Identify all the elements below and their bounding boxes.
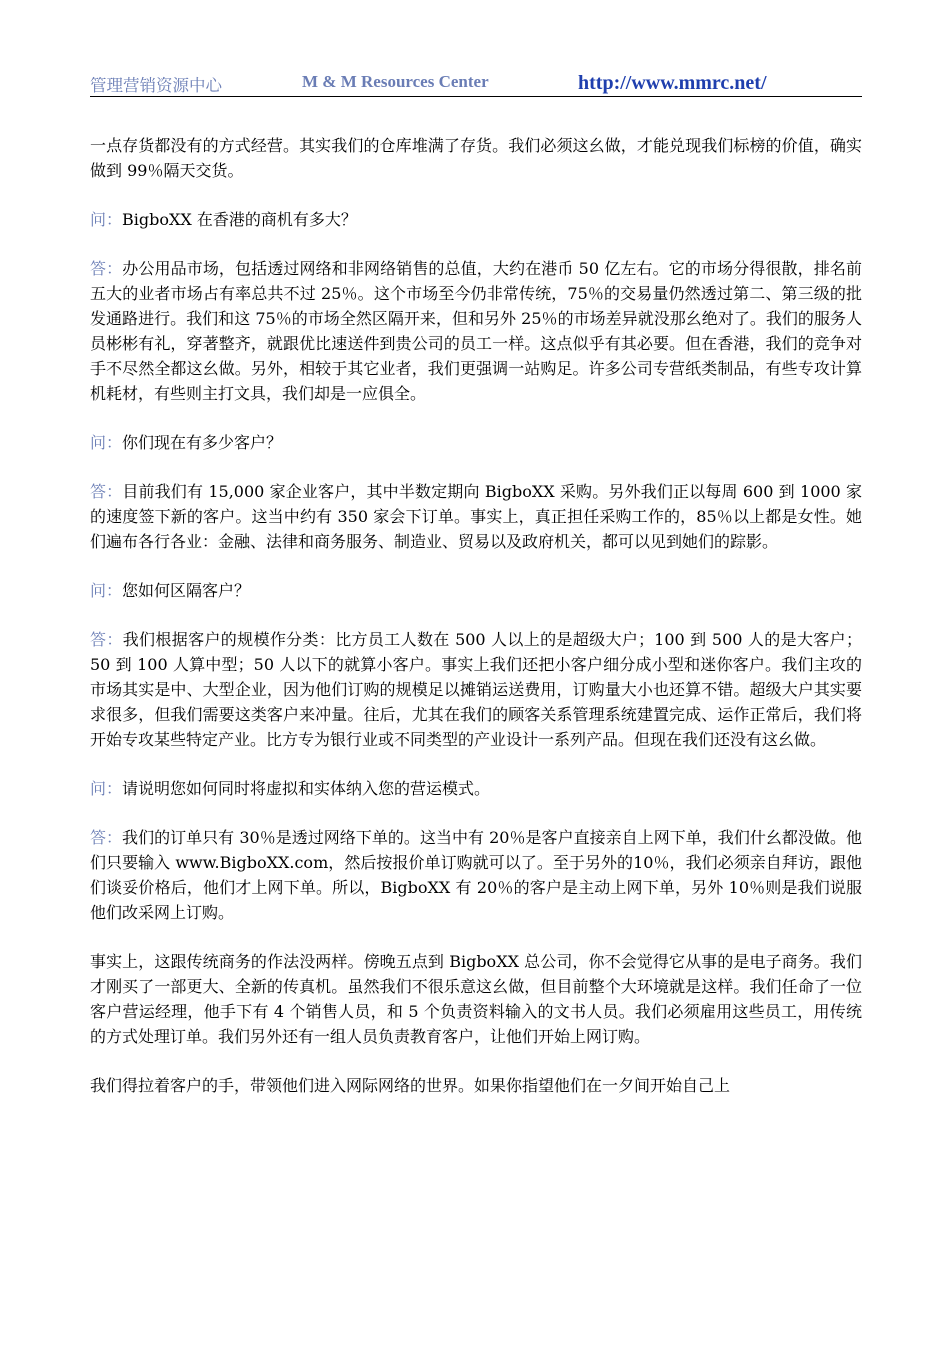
paragraph: 事实上，这跟传统商务的作法没两样。傍晚五点到 BigboXX 总公司，你不会觉得它从事的是电子商务。我们才刚买了一部更大、全新的传真机。虽然我们不很乐意这幺做，但目前整个大环境就是这样。我们任命了一位客户营运经理，他手下有 4 个销售人员，和 5 个负责资料输入的文书人员。我们必须雇用这些员工，用传统的方式处理订单。我们另外还有一组人员负责教育客户，让他们开始上网订购。 (90, 952, 862, 1046)
answer (90, 825, 862, 925)
answer (90, 479, 862, 554)
question (90, 578, 862, 603)
paragraph: 我们得拉着客户的手，带领他们进入网际网络的世界。如果你指望他们在一夕间开始自己上 (90, 1076, 731, 1095)
answer-text: 目前我们有 15,000 家企业客户，其中半数定期向 BigboXX 采购。另外我们正以每周 600 到 1000 家的速度签下新的客户。这当中约有 350 家会下订单。事实上，真正担任采购工作的，85％以上都是女性。她们遍布各行各业：金融、法律和商务服务、制造业、贸易以及政府机关，都可以见到她们的踪影。 (90, 482, 862, 551)
question-text: BigboXX 在香港的商机有多大？ (122, 210, 357, 229)
question-label: 问： (90, 581, 123, 600)
header-url-link[interactable]: http://www.mmrc.net/ (578, 72, 767, 94)
document-body (90, 133, 862, 1122)
header-en-title: M & M Resources Center (302, 72, 489, 91)
answer-label: 答： (90, 630, 123, 649)
answer-text: 我们的订单只有 30％是透过网络下单的。这当中有 20％是客户直接亲自上网下单，我们什幺都没做。他们只要输入 www.BigboXX.com，然后按报价单订购就可以了。至于另外的10％，我们必须亲自拜访，跟他们谈妥价格后，他们才上网下单。所以，BigboXX 有 20％的客户是主动上网下单，另外 10％则是我们说服他们改采网上订购。 (90, 828, 862, 922)
answer (90, 627, 862, 752)
paragraph: 一点存货都没有的方式经营。其实我们的仓库堆满了存货。我们必须这幺做，才能兑现我们标榜的价值，确实做到 99％隔天交货。 (90, 136, 862, 180)
answer-label: 答： (90, 482, 123, 501)
question-text: 请说明您如何同时将虚拟和实体纳入您的营运模式。 (122, 779, 491, 798)
page-header (90, 68, 862, 97)
question-text: 你们现在有多少客户？ (122, 433, 283, 452)
answer-label: 答： (90, 259, 123, 278)
question (90, 776, 862, 801)
answer-text: 办公用品市场，包括透过网络和非网络销售的总值，大约在港币 50 亿左右。它的市场分得很散，排名前五大的业者市场占有率总共不过 25％。这个市场至今仍非常传统，75％的交易量仍然透过第二、第三级的批发通路进行。我们和这 75％的市场全然区隔开来，但和另外 25％的市场差异就没那幺绝对了。我们的服务人员彬彬有礼，穿著整齐，就跟优比速送件到贵公司的员工一样。这点似乎有其必要。但在香港，我们的竞争对手不尽然全都这幺做。另外，相较于其它业者，我们更强调一站购足。许多公司专营纸类制品，有些专攻计算机耗材，有些则主打文具，我们却是一应俱全。 (90, 259, 862, 403)
header-cn-title: 管理营销资源中心 (90, 76, 222, 95)
question (90, 430, 862, 455)
question-label: 问： (90, 779, 123, 798)
question-text: 您如何区隔客户？ (122, 581, 251, 600)
answer-text: 我们根据客户的规模作分类：比方员工人数在 500 人以上的是超级大户；100 到 500 人的是大客户；50 到 100 人算中型；50 人以下的就算小客户。事实上我们还把小客户细分成小型和迷你客户。我们主攻的市场其实是中、大型企业，因为他们订购的规模足以摊销运送费用，订购量大小也还算不错。超级大户其实要求很多，但我们需要这类客户来冲量。往后，尤其在我们的顾客关系管理系统建置完成、运作正常后，我们将开始专攻某些特定产业。比方专为银行业或不同类型的产业设计一系列产品。但现在我们还没有这幺做。 (90, 630, 862, 749)
question-label: 问： (90, 210, 123, 229)
question (90, 207, 862, 232)
question-label: 问： (90, 433, 123, 452)
answer (90, 256, 862, 406)
answer-label: 答： (90, 828, 123, 847)
